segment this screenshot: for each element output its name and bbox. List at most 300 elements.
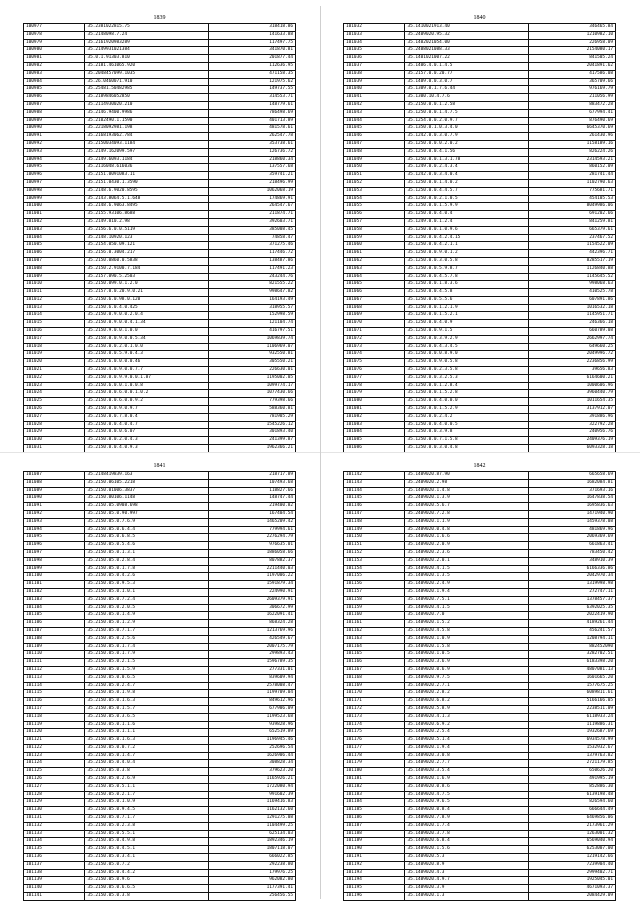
record-id-cell: 101192 — [344, 861, 405, 869]
coordinate-cell: 35.2150.0.0.4.0.4.7 — [85, 421, 208, 429]
record-id-cell: 101166 — [344, 659, 405, 667]
table-row — [344, 172, 616, 180]
table-row — [24, 421, 296, 429]
record-id-cell: 101020 — [24, 359, 85, 367]
record-id-cell: 101055 — [344, 203, 405, 211]
record-id-cell: 101058 — [344, 226, 405, 234]
coordinate-cell: 35.2150.6.0.4.0.425 — [85, 304, 208, 312]
value-cell: 6392025.35 — [528, 604, 615, 612]
value-cell: 841505.24 — [528, 55, 615, 63]
value-cell: 201877.44 — [208, 55, 295, 63]
coordinate-cell: 35.1250.0.0.1.4.7.5 — [405, 109, 528, 117]
coordinate-cell: 35.2150.9.0.0.1.0.0 — [85, 328, 208, 336]
value-cell: 322792.28 — [528, 421, 615, 429]
coordinate-cell: 35.1409020.2.5.4 — [405, 729, 528, 737]
table-row — [344, 487, 616, 495]
record-id-cell: 101121 — [24, 737, 85, 745]
table-row — [24, 581, 296, 589]
record-id-cell: 101012 — [24, 296, 85, 304]
value-cell: 2236856.99 — [528, 359, 615, 367]
record-id-cell: 101044 — [344, 117, 405, 125]
table-row — [24, 861, 296, 869]
table-row — [344, 273, 616, 281]
record-id-cell: 101158 — [344, 596, 405, 604]
coordinate-cell: 35.1410021913.40 — [405, 24, 528, 32]
record-id-cell: 101066 — [344, 289, 405, 297]
record-id-cell: 101163 — [344, 635, 405, 643]
coordinate-cell: 35.2150.05.0.1.0.9 — [85, 799, 208, 807]
value-cell: 3137912.07 — [528, 406, 615, 414]
value-cell: 1016532.18 — [528, 304, 615, 312]
table-row — [344, 807, 616, 815]
table-row — [344, 218, 616, 226]
table-row — [344, 690, 616, 698]
panel-title: 1842 — [473, 463, 486, 469]
coordinate-cell: 35.2150.05.0.2.6.9 — [85, 776, 208, 784]
coordinate-cell: 35.1250.0.0.9.0.1.2 — [405, 250, 528, 258]
table-row — [24, 234, 296, 242]
coordinate-cell: 35.1250.0.0.0.2.0.2 — [405, 140, 528, 148]
table-row — [344, 573, 616, 581]
value-cell: 1319998.98 — [528, 581, 615, 589]
table-row — [24, 359, 296, 367]
value-cell: 471158.35 — [208, 70, 295, 78]
coordinate-cell: 35.2181.461065.920 — [85, 62, 208, 70]
record-id-cell: 101103 — [24, 596, 85, 604]
coordinate-cell: 35.1249.0.0.1.2.4 — [405, 218, 528, 226]
value-cell: 649660.25 — [528, 343, 615, 351]
table-row — [344, 203, 616, 211]
coordinate-cell: 35.1309.0.1.7.6.44 — [405, 86, 528, 94]
table-row — [344, 760, 616, 768]
data-table — [343, 471, 616, 901]
table-row — [344, 713, 616, 721]
table-row — [344, 557, 616, 565]
record-id-cell: 101125 — [24, 768, 85, 776]
coordinate-cell: 35.1406.4.0.1.4.5 — [405, 62, 528, 70]
coordinate-cell: 35.1409020.1.5.8 — [405, 643, 528, 651]
coordinate-cell: 35.2150.05.0908.698 — [85, 503, 208, 511]
table-row — [24, 565, 296, 573]
value-cell: 1196945.46 — [208, 737, 295, 745]
record-id-cell: 101073 — [344, 343, 405, 351]
value-cell: 2154080.17 — [528, 47, 615, 55]
coordinate-cell: 35.1401021007.22 — [405, 55, 528, 63]
value-cell: 2276294.79 — [208, 534, 295, 542]
value-cell: 346465.84 — [528, 24, 615, 32]
coordinate-cell: 35.2150.05.0.3.8 — [85, 893, 208, 901]
coordinate-cell: 35.2148.6.9020.8595 — [85, 187, 208, 195]
table-row — [344, 39, 616, 47]
record-id-cell: 101168 — [344, 674, 405, 682]
record-id-cell: 101105 — [24, 612, 85, 620]
record-id-cell: 101096 — [24, 542, 85, 550]
table-row — [24, 156, 296, 164]
table-row — [344, 413, 616, 421]
value-cell: 1154522.09 — [528, 242, 615, 250]
value-cell: 121975.62 — [208, 78, 295, 86]
table-row — [344, 242, 616, 250]
table-row — [24, 627, 296, 635]
value-cell: 1263001.32 — [528, 830, 615, 838]
value-cell: 665379.61 — [528, 226, 615, 234]
value-cell: 691202.66 — [528, 211, 615, 219]
panel-title: 1841 — [153, 463, 166, 469]
table-row — [24, 620, 296, 628]
value-cell: 1932687.69 — [528, 729, 615, 737]
record-id-cell: 101117 — [24, 705, 85, 713]
table-row — [344, 101, 616, 109]
coordinate-cell: 35.2150.05.0.1.4.7 — [85, 752, 208, 760]
coordinate-cell: 35.2154.050.09.121 — [85, 242, 208, 250]
value-cell: 882452090 — [528, 643, 615, 651]
table-row — [344, 125, 616, 133]
table-row — [344, 518, 616, 526]
coordinate-cell: 35.1409020.1.5.6 — [405, 846, 528, 854]
record-id-cell: 101097 — [24, 549, 85, 557]
table-row — [344, 265, 616, 273]
record-id-cell: 101021 — [24, 367, 85, 375]
table-row — [24, 55, 296, 63]
value-cell: 1925045.01 — [528, 877, 615, 885]
coordinate-cell: 35.1409.0.0.3.0.7 — [405, 78, 528, 86]
coordinate-cell: 35.1409020.7.0 — [405, 612, 528, 620]
record-id-cell: 100989 — [24, 117, 85, 125]
table-row — [24, 776, 296, 784]
record-id-cell: 101148 — [344, 518, 405, 526]
record-id-cell: 101155 — [344, 573, 405, 581]
record-id-cell: 100978 — [24, 31, 85, 39]
coordinate-cell: 35.2150.05.0.4.2.6 — [85, 573, 208, 581]
table-row — [344, 78, 616, 86]
table-row — [24, 265, 296, 273]
value-cell: 2173961.29 — [528, 822, 615, 830]
value-cell: 1197006.22 — [208, 573, 295, 581]
coordinate-cell: 35.2150.05.0.6.4.4 — [85, 526, 208, 534]
coordinate-cell: 35.1409020.4.1.5 — [405, 565, 528, 573]
table-row — [344, 542, 616, 550]
coordinate-cell: 35.2150.0860.0.5838 — [85, 257, 208, 265]
record-id-cell: 101123 — [24, 752, 85, 760]
record-id-cell: 101033 — [344, 31, 405, 39]
record-id-cell: 101010 — [24, 281, 85, 289]
coordinate-cell: 35.1250.0.0.4.2.4.15 — [405, 234, 528, 242]
coordinate-cell: 35.2150.0.0.0.6.07 — [85, 429, 208, 437]
value-cell: 74858.47 — [208, 234, 295, 242]
table-row — [344, 374, 616, 382]
record-id-cell: 101112 — [24, 666, 85, 674]
value-cell: 666644.49 — [528, 807, 615, 815]
coordinate-cell: 35.1409020.1.6.6 — [405, 534, 528, 542]
table-row — [24, 830, 296, 838]
table-row — [344, 666, 616, 674]
table-row — [344, 651, 616, 659]
record-id-cell: 101129 — [24, 799, 85, 807]
table-row — [344, 768, 616, 776]
table-row — [344, 838, 616, 846]
coordinate-cell: 35.1409020.87.90 — [405, 472, 528, 480]
value-cell: 1145645.52 — [528, 273, 615, 281]
value-cell: 3282702.51 — [528, 651, 615, 659]
table-row — [344, 526, 616, 534]
table-row — [344, 55, 616, 63]
value-cell: 174869.91 — [208, 195, 295, 203]
coordinate-cell: 35.2409020.1.3.9 — [405, 495, 528, 503]
coordinate-cell: 35.2150.05.0.7.1.7 — [85, 815, 208, 823]
table-row — [344, 164, 616, 172]
coordinate-cell: 35.1409020.1.9.4 — [405, 588, 528, 596]
value-cell: 277331.01 — [208, 666, 295, 674]
record-id-cell: 101007 — [24, 257, 85, 265]
table-row — [24, 604, 296, 612]
coordinate-cell: 35.1250.0.0.3.9.2.9 — [405, 335, 528, 343]
record-id-cell: 101018 — [24, 343, 85, 351]
coordinate-cell: 35.1409020.3.6.9 — [405, 659, 528, 667]
table-row — [344, 140, 616, 148]
record-id-cell: 101084 — [344, 429, 405, 437]
table-row — [24, 101, 296, 109]
record-id-cell: 101152 — [344, 549, 405, 557]
record-id-cell: 101047 — [344, 140, 405, 148]
coordinate-cell: 35.2150.01006.3837 — [85, 487, 208, 495]
table-row — [24, 281, 296, 289]
value-cell: 148779.61 — [208, 101, 295, 109]
coordinate-cell: 35.2157.0.0.20.77 — [405, 70, 528, 78]
coordinate-cell: 35.2146.9400.9986 — [85, 109, 208, 117]
table-row — [24, 721, 296, 729]
table-row — [24, 791, 296, 799]
coordinate-cell: 35.2156.0.3004.217 — [85, 250, 208, 258]
record-id-cell: 101139 — [24, 877, 85, 885]
value-cell: 1000606.96 — [528, 382, 615, 390]
value-cell: 117446.72 — [208, 250, 295, 258]
table-row — [24, 328, 296, 336]
table-row — [24, 737, 296, 745]
record-id-cell: 101098 — [24, 557, 85, 565]
record-id-cell: 101015 — [24, 320, 85, 328]
value-cell: 1591879.34 — [208, 581, 295, 589]
coordinate-cell: 35.2150.05.0.2.5.6 — [85, 635, 208, 643]
coordinate-cell: 35.2150.05.0.4.4.2 — [85, 869, 208, 877]
value-cell: 1177391.41 — [208, 885, 295, 893]
value-cell: 2662997.74 — [528, 335, 615, 343]
coordinate-cell: 35.2150.05.0.1.1.6 — [85, 721, 208, 729]
table-row — [24, 651, 296, 659]
table-row — [24, 674, 296, 682]
value-cell: 2314593.21 — [528, 156, 615, 164]
record-id-cell: 101043 — [344, 109, 405, 117]
coordinate-cell: 35.1409020.7.5.1 — [405, 596, 528, 604]
record-id-cell: 100983 — [24, 70, 85, 78]
value-cell: 5166166.05 — [528, 698, 615, 706]
table-row — [344, 776, 616, 784]
record-id-cell: 101180 — [344, 768, 405, 776]
table-row — [344, 752, 616, 760]
table-row — [344, 627, 616, 635]
record-id-cell: 101156 — [344, 581, 405, 589]
record-id-cell: 101173 — [344, 713, 405, 721]
table-row — [344, 24, 616, 32]
table-row — [24, 335, 296, 343]
coordinate-cell: 35.1409020.1.0.5 — [405, 651, 528, 659]
coordinate-cell: 35.1250.0.0.4.5.8 — [405, 289, 528, 297]
table-row — [24, 799, 296, 807]
record-id-cell: 101179 — [344, 760, 405, 768]
value-cell: 1104499.25 — [208, 822, 295, 830]
value-cell: 783450.42 — [528, 549, 615, 557]
coordinate-cell: 35.1409020.4.3 — [405, 869, 528, 877]
coordinate-cell: 35.1409020.2.0.1 — [405, 557, 528, 565]
coordinate-cell: 35.1250.0.0.4.5.7.8 — [405, 273, 528, 281]
coordinate-cell: 35.2168193062.784 — [85, 133, 208, 141]
table-row — [24, 367, 296, 375]
table-row — [24, 374, 296, 382]
table-row — [24, 752, 296, 760]
record-id-cell: 100997 — [24, 179, 85, 187]
record-id-cell: 100981 — [24, 55, 85, 63]
table-row — [344, 698, 616, 706]
table-row — [24, 257, 296, 265]
record-id-cell: 101181 — [344, 776, 405, 784]
record-id-cell: 101111 — [24, 659, 85, 667]
record-id-cell: 101193 — [344, 869, 405, 877]
value-cell: 379623.20 — [208, 768, 295, 776]
table-row — [24, 588, 296, 596]
record-id-cell: 101177 — [344, 744, 405, 752]
table-row — [344, 885, 616, 893]
table-row — [344, 854, 616, 862]
value-cell: 7239904.40 — [528, 861, 615, 869]
coordinate-cell: 35.1250.0.0.1.8.3.6 — [405, 281, 528, 289]
coordinate-cell: 35.1254.0.0.2.0.9.7 — [405, 117, 528, 125]
record-id-cell: 101102 — [24, 588, 85, 596]
record-id-cell: 101031 — [24, 445, 85, 453]
record-id-cell: 101086 — [344, 445, 405, 453]
coordinate-cell: 35.1409020.6.9.2 — [405, 721, 528, 729]
value-cell: 1102790.63 — [528, 179, 615, 187]
coordinate-cell: 35.1409020.9.6.5 — [405, 799, 528, 807]
table-row — [24, 78, 296, 86]
record-id-cell: 101054 — [344, 195, 405, 203]
table-row — [344, 822, 616, 830]
coordinate-cell: 35.1250.0.0.4.0.0.5 — [405, 421, 528, 429]
record-id-cell: 101124 — [24, 760, 85, 768]
record-id-cell: 101108 — [24, 635, 85, 643]
value-cell: 2238511.09 — [528, 705, 615, 713]
value-cell: 117491.23 — [208, 265, 295, 273]
record-id-cell: 101094 — [24, 526, 85, 534]
table-row — [344, 729, 616, 737]
table-row — [24, 351, 296, 359]
coordinate-cell: 35.1250.0.0.7.1.5.8 — [405, 437, 528, 445]
coordinate-cell: 35.2150.05.0.1.6.3 — [85, 737, 208, 745]
coordinate-cell: 35.2114930020.210 — [85, 101, 208, 109]
record-id-cell: 101080 — [344, 398, 405, 406]
record-id-cell: 101107 — [24, 627, 85, 635]
record-id-cell: 101029 — [24, 429, 85, 437]
coordinate-cell: 35.2150.0.0.9.9.0.0.1.87 — [85, 374, 208, 382]
value-cell: 1195002.05 — [208, 374, 295, 382]
record-id-cell: 101182 — [344, 783, 405, 791]
coordinate-cell: 35.2150.05.0.0.7.2 — [85, 744, 208, 752]
table-row — [24, 510, 296, 518]
record-id-cell: 101093 — [24, 518, 85, 526]
record-id-cell: 101159 — [344, 604, 405, 612]
coordinate-cell: 35.2150.05.0.2.4.7 — [85, 682, 208, 690]
record-id-cell: 101083 — [344, 421, 405, 429]
coordinate-cell: 35.2150.0.0.2.0.1.0.0 — [85, 343, 208, 351]
value-cell: 272747.11 — [528, 588, 615, 596]
record-id-cell: 101104 — [24, 604, 85, 612]
record-id-cell: 101051 — [344, 172, 405, 180]
coordinate-cell: 35.2381022815.75 — [85, 24, 208, 32]
coordinate-cell: 35.1409020.4.1.5 — [405, 604, 528, 612]
coordinate-cell: 35.2189846052850 — [85, 94, 208, 102]
value-cell: 860152.09 — [528, 164, 615, 172]
value-cell: 839609.94 — [208, 674, 295, 682]
table-row — [24, 815, 296, 823]
record-id-cell: 101100 — [24, 573, 85, 581]
coordinate-cell: 35.1250.0.0.2.4.2 — [405, 413, 528, 421]
table-row — [24, 557, 296, 565]
value-cell: 264547.67 — [208, 203, 295, 211]
value-cell: 852886.30 — [528, 783, 615, 791]
table-row — [344, 815, 616, 823]
table-row — [24, 659, 296, 667]
record-id-cell: 101110 — [24, 651, 85, 659]
record-id-cell: 101041 — [344, 94, 405, 102]
record-id-cell: 100999 — [24, 195, 85, 203]
coordinate-cell: 35.1250.0.0.1.5.2.1 — [405, 312, 528, 320]
value-cell: 281741.44 — [528, 172, 615, 180]
record-id-cell: 101161 — [344, 620, 405, 628]
coordinate-cell: 35.2149.010.2.98 — [85, 218, 208, 226]
table-row — [344, 382, 616, 390]
table-row — [344, 799, 616, 807]
value-cell: 112636.95 — [208, 62, 295, 70]
value-cell: 1291275.08 — [208, 815, 295, 823]
table-row — [24, 242, 296, 250]
value-cell: 167404.54 — [208, 510, 295, 518]
record-id-cell: 101000 — [24, 203, 85, 211]
table-row — [344, 343, 616, 351]
table-row — [344, 304, 616, 312]
value-cell: 219400.82 — [208, 503, 295, 511]
coordinate-cell: 35.2150.05.0.1.3.1 — [85, 549, 208, 557]
record-id-cell: 100992 — [24, 140, 85, 148]
record-id-cell: 101049 — [344, 156, 405, 164]
value-cell: 39656.83 — [528, 367, 615, 375]
coordinate-cell: 35.1250.0.0.3.0.4.8 — [405, 445, 528, 453]
value-cell: 786498.69 — [208, 109, 295, 117]
coordinate-cell: 35.2150.2.9100.7.184 — [85, 265, 208, 273]
value-cell: 6164600.21 — [528, 374, 615, 382]
value-cell: 779994.61 — [208, 526, 295, 534]
coordinate-cell: 35.1409020.0.8.4 — [405, 807, 528, 815]
value-cell: 179976.25 — [208, 869, 295, 877]
value-cell: 2084429.09 — [528, 893, 615, 901]
table-row — [344, 312, 616, 320]
record-id-cell: 101145 — [344, 495, 405, 503]
record-id-cell: 101150 — [344, 534, 405, 542]
table-row — [24, 838, 296, 846]
record-id-cell: 101176 — [344, 737, 405, 745]
record-id-cell: 100980 — [24, 47, 85, 55]
table-row — [24, 413, 296, 421]
coordinate-cell: 35.2150.099.0.1.2.0 — [85, 281, 208, 289]
record-id-cell: 101114 — [24, 682, 85, 690]
table-row — [24, 211, 296, 219]
